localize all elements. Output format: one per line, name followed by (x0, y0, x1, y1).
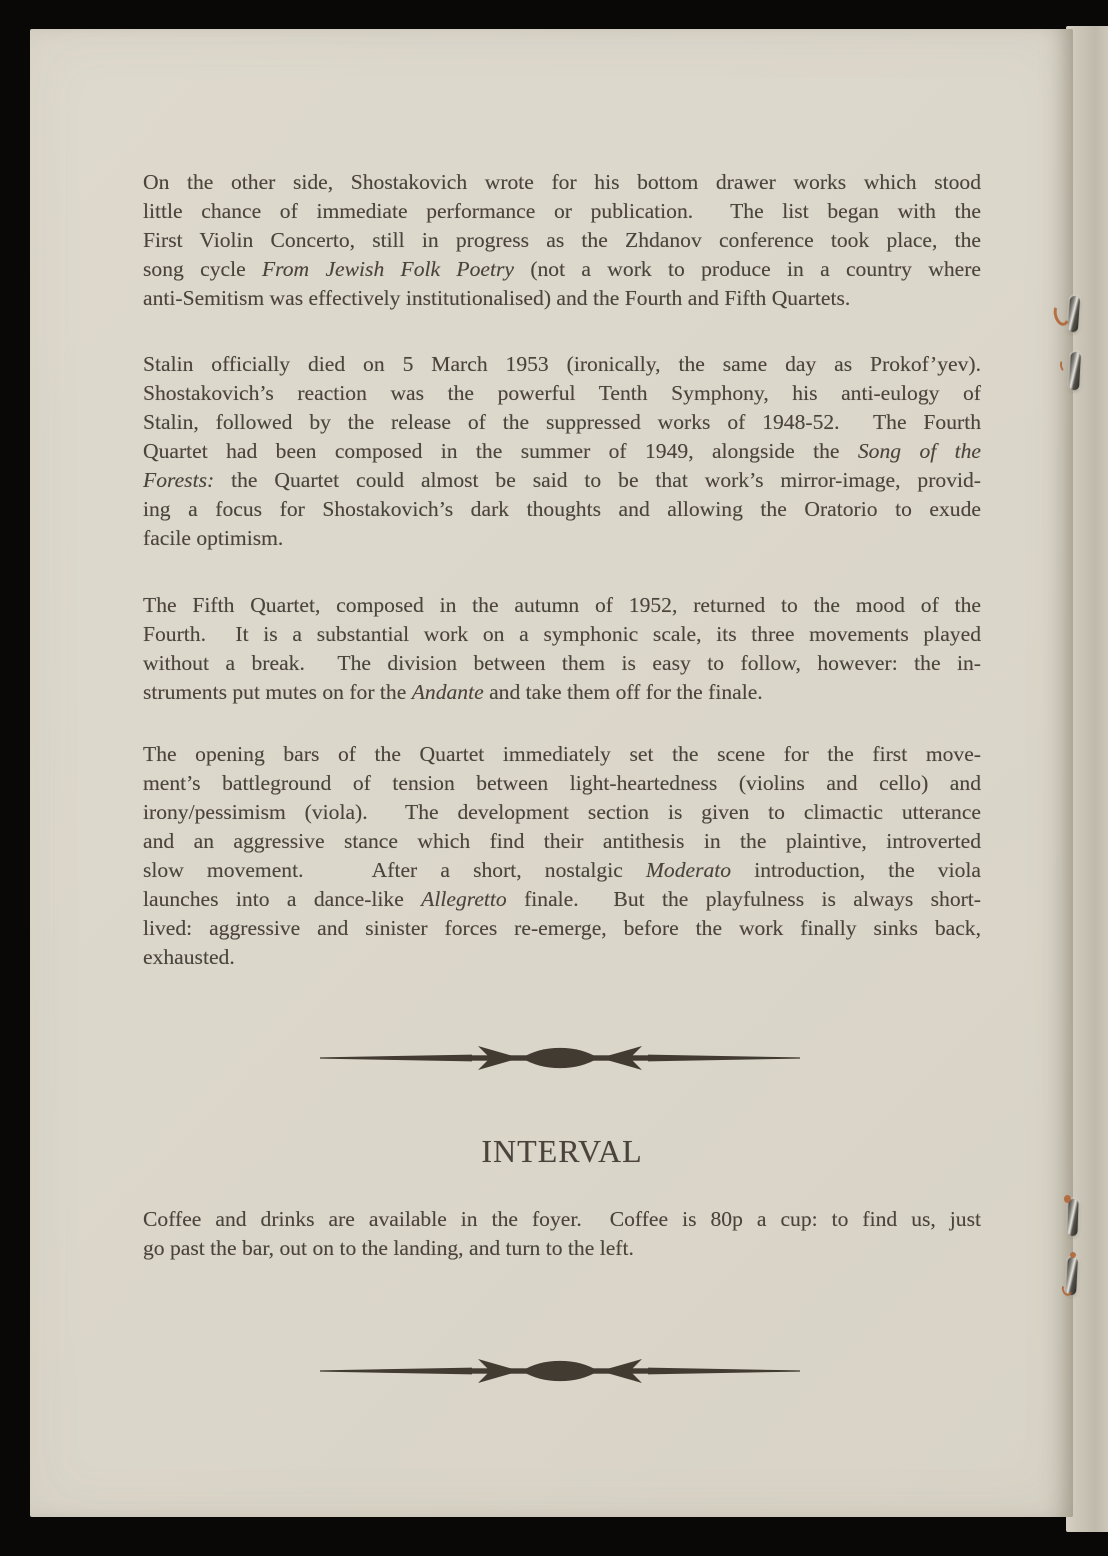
text-line: exhausted. (143, 945, 235, 969)
text-line: ment’s battleground of tension between light-heartedness (violins and cello) and (143, 771, 981, 795)
text-line: Shostakovich’s reaction was the powerful Tenth Symphony, his anti-eulogy of (143, 381, 981, 405)
divider-ornament-icon (320, 1351, 800, 1391)
text-line: lived: aggressive and sinister forces re-emerge, before the work finally sinks back, (143, 916, 981, 940)
text-line: Stalin, followed by the release of the suppressed works of 1948-52. The Fourth (143, 410, 981, 434)
text-line: ing a focus for Shostakovich’s dark thoughts and allowing the Oratorio to exude (143, 497, 981, 521)
text-line: go past the bar, out on to the landing, and turn to the left. (143, 1236, 634, 1260)
text-line: First Violin Concerto, still in progress as the Zhdanov conference took place, the (143, 228, 981, 252)
text-line: little chance of immediate performance or publication. The list began with the (143, 199, 981, 223)
staple-icon (1067, 1199, 1078, 1236)
text-line: The opening bars of the Quartet immediately set the scene for the first move- (143, 742, 981, 766)
divider-ornament-svg (320, 1038, 800, 1078)
text-line: without a break. The division between them is easy to follow, however: the in- (143, 651, 981, 675)
text-line: launches into a dance-like Allegretto finale. But the playfulness is always short- (143, 887, 981, 911)
paragraph-stalin-death-fourth-quartet (143, 350, 981, 553)
text-line: Fourth. It is a substantial work on a symphonic scale, its three movements played (143, 622, 981, 646)
programme-page (30, 29, 1073, 1517)
text-line: slow movement. After a short, nostalgic Moderato introduction, the viola (143, 858, 981, 882)
text-line: struments put mutes on for the Andante and take them off for the finale. (143, 680, 763, 704)
text-line: anti-Semitism was effectively institutionalised) and the Fourth and Fifth Quartets. (143, 286, 851, 310)
text-line: irony/pessimism (viola). The development section is given to climactic utterance (143, 800, 981, 824)
interval-coffee-note (143, 1205, 981, 1263)
text-line: Coffee and drinks are available in the foyer. Coffee is 80p a cup: to find us, just (143, 1207, 981, 1231)
interval-heading: INTERVAL (481, 1133, 643, 1169)
text-line: On the other side, Shostakovich wrote for his bottom drawer works which stood (143, 170, 981, 194)
text-line: Forests: the Quartet could almost be said to be that work’s mirror-image, provid- (143, 468, 981, 492)
rust-mark (1070, 1252, 1076, 1258)
text-line: The Fifth Quartet, composed in the autumn of 1952, returned to the mood of the (143, 593, 981, 617)
text-line: facile optimism. (143, 526, 284, 550)
paragraph-opening-bars-description (143, 740, 981, 972)
text-line: song cycle From Jewish Folk Poetry (not a work to produce in a country where (143, 257, 981, 281)
staple-icon (1069, 352, 1081, 390)
divider-ornament-icon (320, 1038, 800, 1078)
text-line: Quartet had been composed in the summer of 1949, alongside the Song of the (143, 439, 981, 463)
paragraph-fifth-quartet-structure (143, 591, 981, 707)
divider-ornament-svg (320, 1351, 800, 1391)
text-line: Stalin officially died on 5 March 1953 (ironically, the same day as Prokof’yev). (143, 352, 981, 376)
paragraph-bottom-drawer-works (143, 168, 981, 313)
rust-mark (1064, 1195, 1071, 1203)
text-line: and an aggressive stance which find their antithesis in the plaintive, introverted (143, 829, 981, 853)
